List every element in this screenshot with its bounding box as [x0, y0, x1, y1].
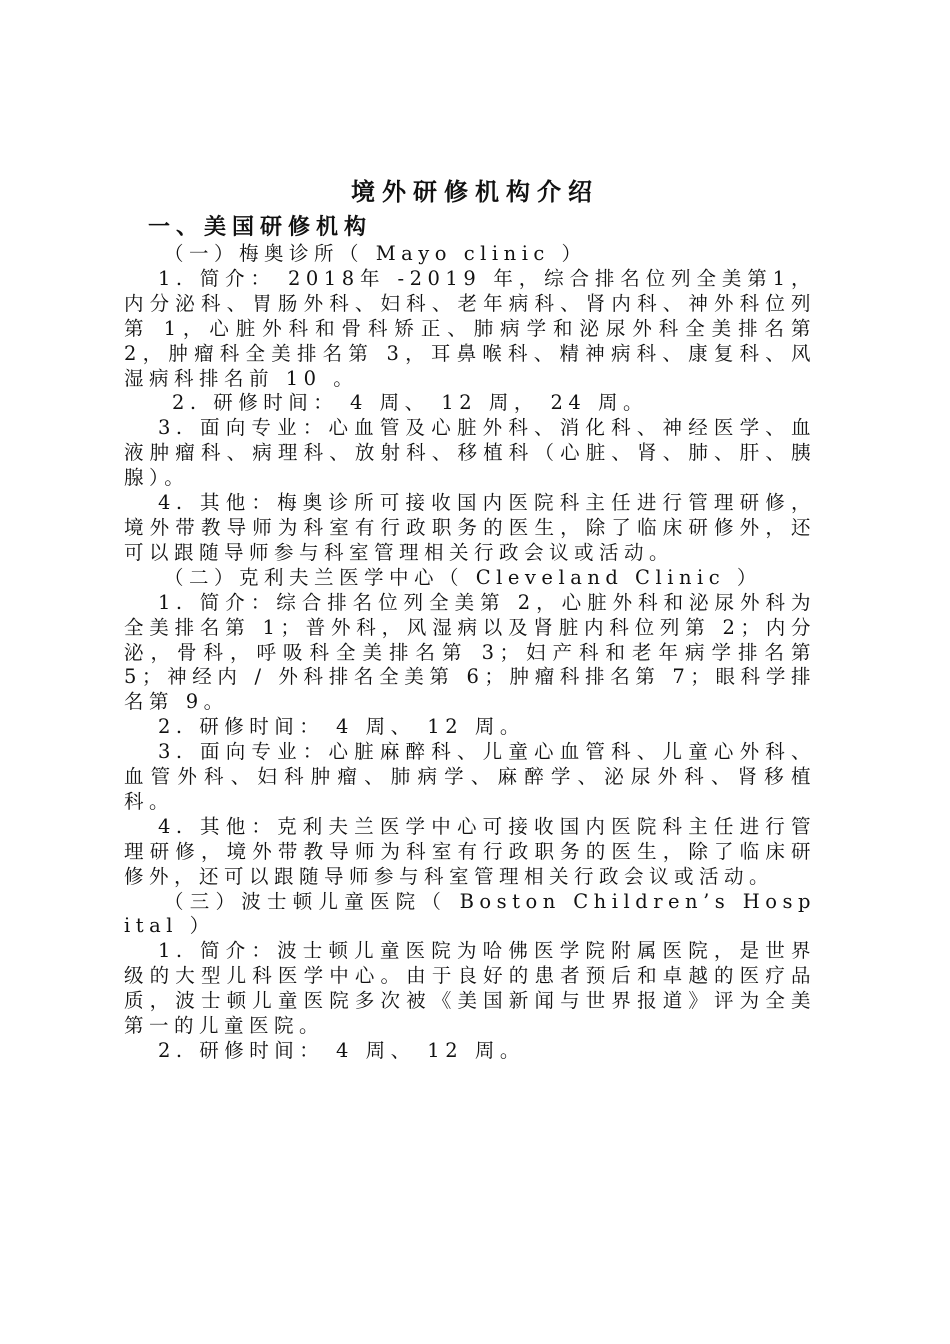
paragraph-cleveland-intro: 1. 简介：综合排名位列全美第 2，心脏外科和泌尿外科为全美排名第 1；普外科，风湿病以及肾脏内科位列第 2；内分泌，骨科，呼吸科全美排名第 3；妇产科和老年病学排名第 5；神经内 / 外科排名全美第 6；肿瘤科排名第 7；眼科学排名第 9。 — [124, 590, 816, 714]
section-heading: 一、美国研修机构 — [148, 214, 373, 240]
document-title: 境外研修机构介绍 — [351, 177, 599, 206]
paragraph-mayo-intro: 1. 简介： 2018年 -2019 年，综合排名位列全美第1，内分泌科、胃肠外科、妇科、老年病科、肾内科、神外科位列第 1，心脏外科和骨科矫正、肺病学和泌尿外科全美排名第 2，肿瘤科全美排名第 3，耳鼻喉科、精神病科、康复科、风湿病科排名前 10 。 — [124, 266, 816, 390]
document-body — [124, 242, 816, 1064]
paragraph-mayo-other: 4. 其他：梅奥诊所可接收国内医院科主任进行管理研修，境外带教导师为科室有行政职务的医生，除了临床研修外，还可以跟随导师参与科室管理相关行政会议或活动。 — [124, 491, 816, 564]
institution-heading-cleveland: （二）克利夫兰医学中心（ Cleveland Clinic ） — [164, 565, 762, 589]
paragraph-cleveland-duration: 2. 研修时间： 4 周、 12 周。 — [158, 715, 525, 739]
paragraph-mayo-duration: 2. 研修时间： 4 周、 12 周， 24 周。 — [172, 391, 649, 415]
paragraph-mayo-specialties: 3. 面向专业：心血管及心脏外科、消化科、神经医学、血液肿瘤科、病理科、放射科、移植科（心脏、肾、肺、肝、胰腺）。 — [124, 416, 816, 490]
paragraph-boston-intro: 1. 简介：波士顿儿童医院为哈佛医学院附属医院，是世界级的大型儿科医学中心。由于良好的患者预后和卓越的医疗品质，波士顿儿童医院多次被《美国新闻与世界报道》评为全美第一的儿童医院。 — [124, 939, 816, 1038]
paragraph-cleveland-other: 4. 其他：克利夫兰医学中心可接收国内医院科主任进行管理研修，境外带教导师为科室有行政职务的医生，除了临床研修外，还可以跟随导师参与科室管理相关行政会议或活动。 — [124, 814, 816, 888]
paragraph-boston-duration: 2. 研修时间： 4 周、 12 周。 — [158, 1039, 525, 1062]
institution-heading-mayo: （一）梅奥诊所（ Mayo clinic ） — [164, 242, 587, 265]
paragraph-cleveland-specialties: 3. 面向专业：心脏麻醉科、儿童心血管科、儿童心外科、血管外科、妇科肿瘤、肺病学、麻醉学、泌尿外科、肾移植科。 — [124, 740, 816, 813]
institution-heading-boston: （三）波士顿儿童医院（ Boston Children’s Hospital ） — [124, 889, 816, 938]
